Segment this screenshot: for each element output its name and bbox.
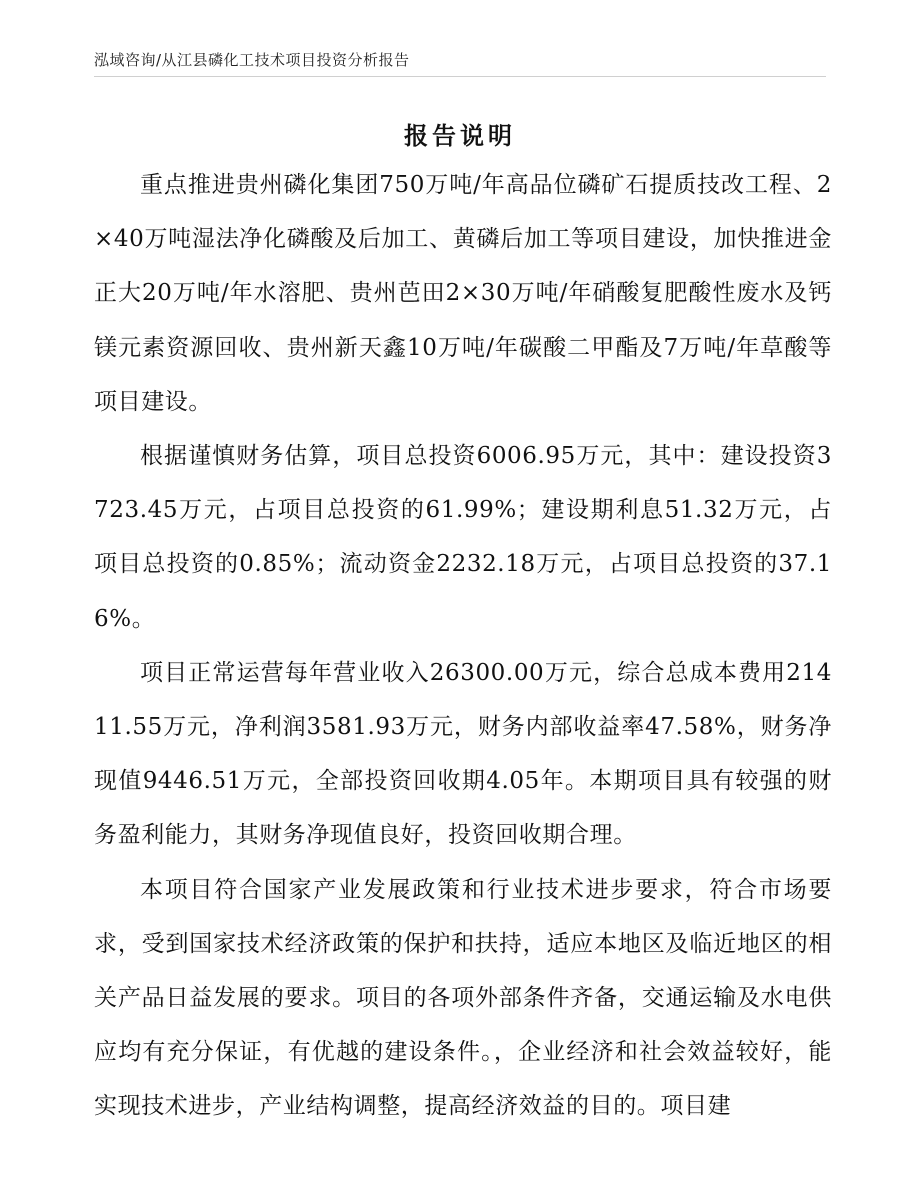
running-header: 泓域咨询/从江县磷化工技术项目投资分析报告 xyxy=(94,51,410,69)
paragraph-financial-returns: 项目正常运营每年营业收入26300.00万元，综合总成本费用21411.55万元，净利润3581.93万元，财务内部收益率47.58%，财务净现值9446.51万元，全部投资回收期4.05年。本期项目具有较强的财务盈利能力，其财务净现值良好，投资回收期合理。 xyxy=(94,659,832,849)
paragraph-policy-compliance: 本项目符合国家产业发展政策和行业技术进步要求，符合市场要求，受到国家技术经济政策的保护和扶持，适应本地区及临近地区的相关产品日益发展的要求。项目的各项外部条件齐备，交通运输及水电供应均有充分保证，有优越的建设条件。，企业经济和社会效益较好，能实现技术进步，产业结构调整，提高经济效益的目的。项目建 xyxy=(94,876,832,1120)
page-title: 报告说明 xyxy=(404,122,516,150)
document-body xyxy=(94,158,832,1134)
header-divider xyxy=(94,76,826,77)
paragraph-investment-estimate: 根据谨慎财务估算，项目总投资6006.95万元，其中：建设投资3723.45万元，占项目总投资的61.99%；建设期利息51.32万元，占项目总投资的0.85%；流动资金2232.18万元，占项目总投资的37.16%。 xyxy=(94,443,832,632)
paragraph-project-construction: 重点推进贵州磷化集团750万吨/年高品位磷矿石提质技改工程、2×40万吨湿法净化磷酸及后加工、黄磷后加工等项目建设，加快推进金正大20万吨/年水溶肥、贵州芭田2×30万吨/年硝酸复肥酸性废水及钙镁元素资源回收、贵州新天鑫10万吨/年碳酸二甲酯及7万吨/年草酸等项目建设。 xyxy=(94,172,832,415)
